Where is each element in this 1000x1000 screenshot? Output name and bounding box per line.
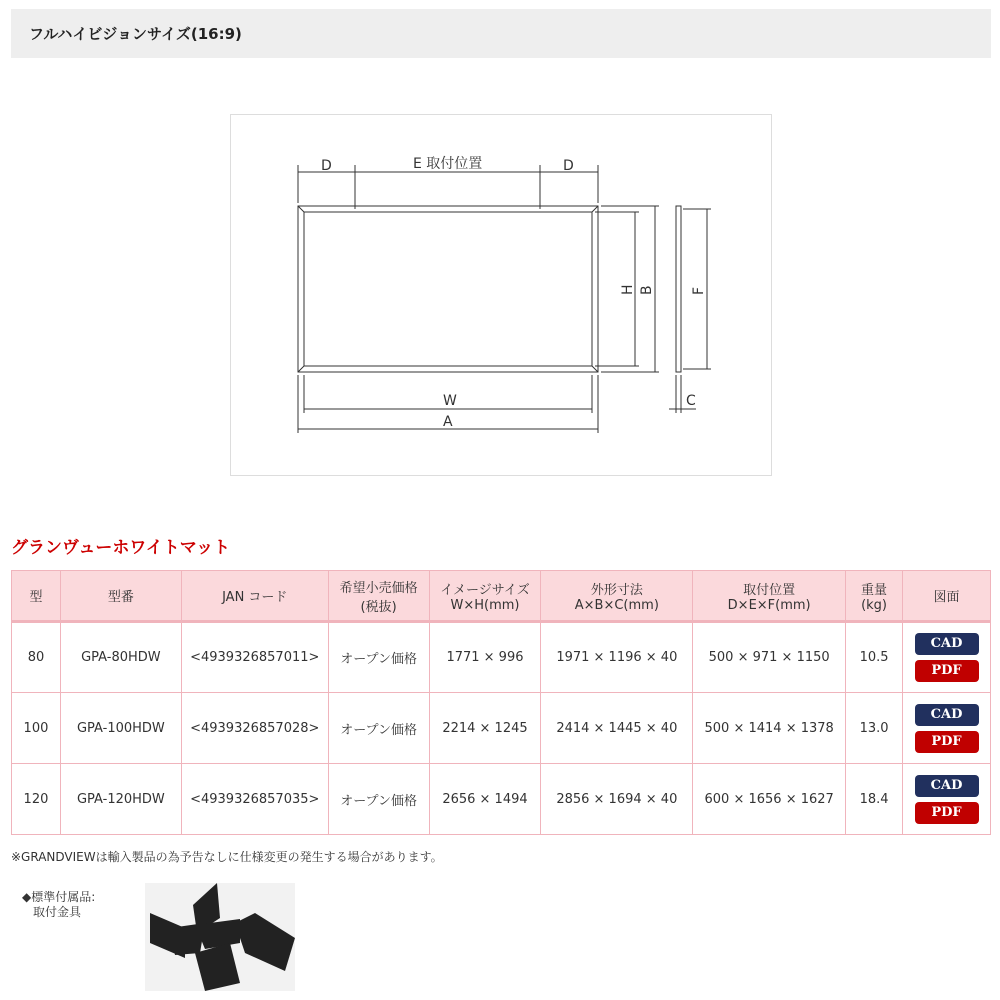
cell-drawings xyxy=(903,764,991,835)
cell-price: オープン価格 xyxy=(328,693,429,764)
column-header: JAN コード xyxy=(181,571,328,622)
cell-image: 2656 × 1494 xyxy=(429,764,541,835)
mounting-bracket-photo xyxy=(145,883,295,991)
product-title: グランヴューホワイトマット xyxy=(11,538,231,558)
cell-outer: 1971 × 1196 × 40 xyxy=(541,622,693,693)
cell-price: オープン価格 xyxy=(328,622,429,693)
table-row xyxy=(12,764,991,835)
column-header: 外形寸法 A×B×C(mm) xyxy=(541,571,693,622)
column-header: 希望小売価格 (税抜) xyxy=(328,571,429,622)
cell-jan: <4939326857028> xyxy=(181,693,328,764)
accessory-line1: ◆標準付属品: xyxy=(22,890,96,904)
cell-image: 2214 × 1245 xyxy=(429,693,541,764)
pdf-button[interactable]: PDF xyxy=(915,660,979,682)
cell-drawings xyxy=(903,622,991,693)
label-f: F xyxy=(691,286,707,295)
label-d-right: D xyxy=(563,158,574,174)
pdf-button[interactable]: PDF xyxy=(915,802,979,824)
label-c: C xyxy=(686,393,696,409)
pdf-button[interactable]: PDF xyxy=(915,731,979,753)
cell-type: 80 xyxy=(12,622,61,693)
cell-jan: <4939326857035> xyxy=(181,764,328,835)
cad-button[interactable]: CAD xyxy=(915,704,979,726)
cad-button[interactable]: CAD xyxy=(915,633,979,655)
cell-mount: 500 × 1414 × 1378 xyxy=(693,693,846,764)
cell-model: GPA-120HDW xyxy=(60,764,181,835)
label-e: E 取付位置 xyxy=(413,156,483,172)
spec-table xyxy=(11,570,991,835)
column-header: 重量 (kg) xyxy=(846,571,903,622)
accessory-line2: 取付金具 xyxy=(33,905,82,919)
section-header xyxy=(11,9,991,58)
disclaimer-note: ※GRANDVIEWは輸入製品の為予告なしに仕様変更の発生する場合があります。 xyxy=(11,850,443,864)
cell-mount: 500 × 971 × 1150 xyxy=(693,622,846,693)
cad-button[interactable]: CAD xyxy=(915,775,979,797)
column-header: 型番 xyxy=(60,571,181,622)
cell-type: 120 xyxy=(12,764,61,835)
table-row xyxy=(12,693,991,764)
accessory-label xyxy=(22,890,95,920)
cell-outer: 2414 × 1445 × 40 xyxy=(541,693,693,764)
label-a: A xyxy=(443,414,453,430)
column-header: 型 xyxy=(12,571,61,622)
cell-mount: 600 × 1656 × 1627 xyxy=(693,764,846,835)
column-header: 取付位置 D×E×F(mm) xyxy=(693,571,846,622)
label-d-left: D xyxy=(321,158,332,174)
column-header: イメージサイズ W×H(mm) xyxy=(429,571,541,622)
label-w: W xyxy=(443,393,457,409)
column-header: 図面 xyxy=(903,571,991,622)
cell-weight: 18.4 xyxy=(846,764,903,835)
cell-price: オープン価格 xyxy=(328,764,429,835)
cell-type: 100 xyxy=(12,693,61,764)
table-row xyxy=(12,622,991,693)
cell-weight: 13.0 xyxy=(846,693,903,764)
label-h: H xyxy=(620,284,636,295)
cell-model: GPA-100HDW xyxy=(60,693,181,764)
section-title: フルハイビジョンサイズ(16:9) xyxy=(29,25,242,43)
cell-outer: 2856 × 1694 × 40 xyxy=(541,764,693,835)
label-b: B xyxy=(639,285,655,295)
cell-weight: 10.5 xyxy=(846,622,903,693)
cell-image: 1771 × 996 xyxy=(429,622,541,693)
cell-model: GPA-80HDW xyxy=(60,622,181,693)
cell-jan: <4939326857011> xyxy=(181,622,328,693)
dimension-diagram xyxy=(230,114,772,476)
cell-drawings xyxy=(903,693,991,764)
